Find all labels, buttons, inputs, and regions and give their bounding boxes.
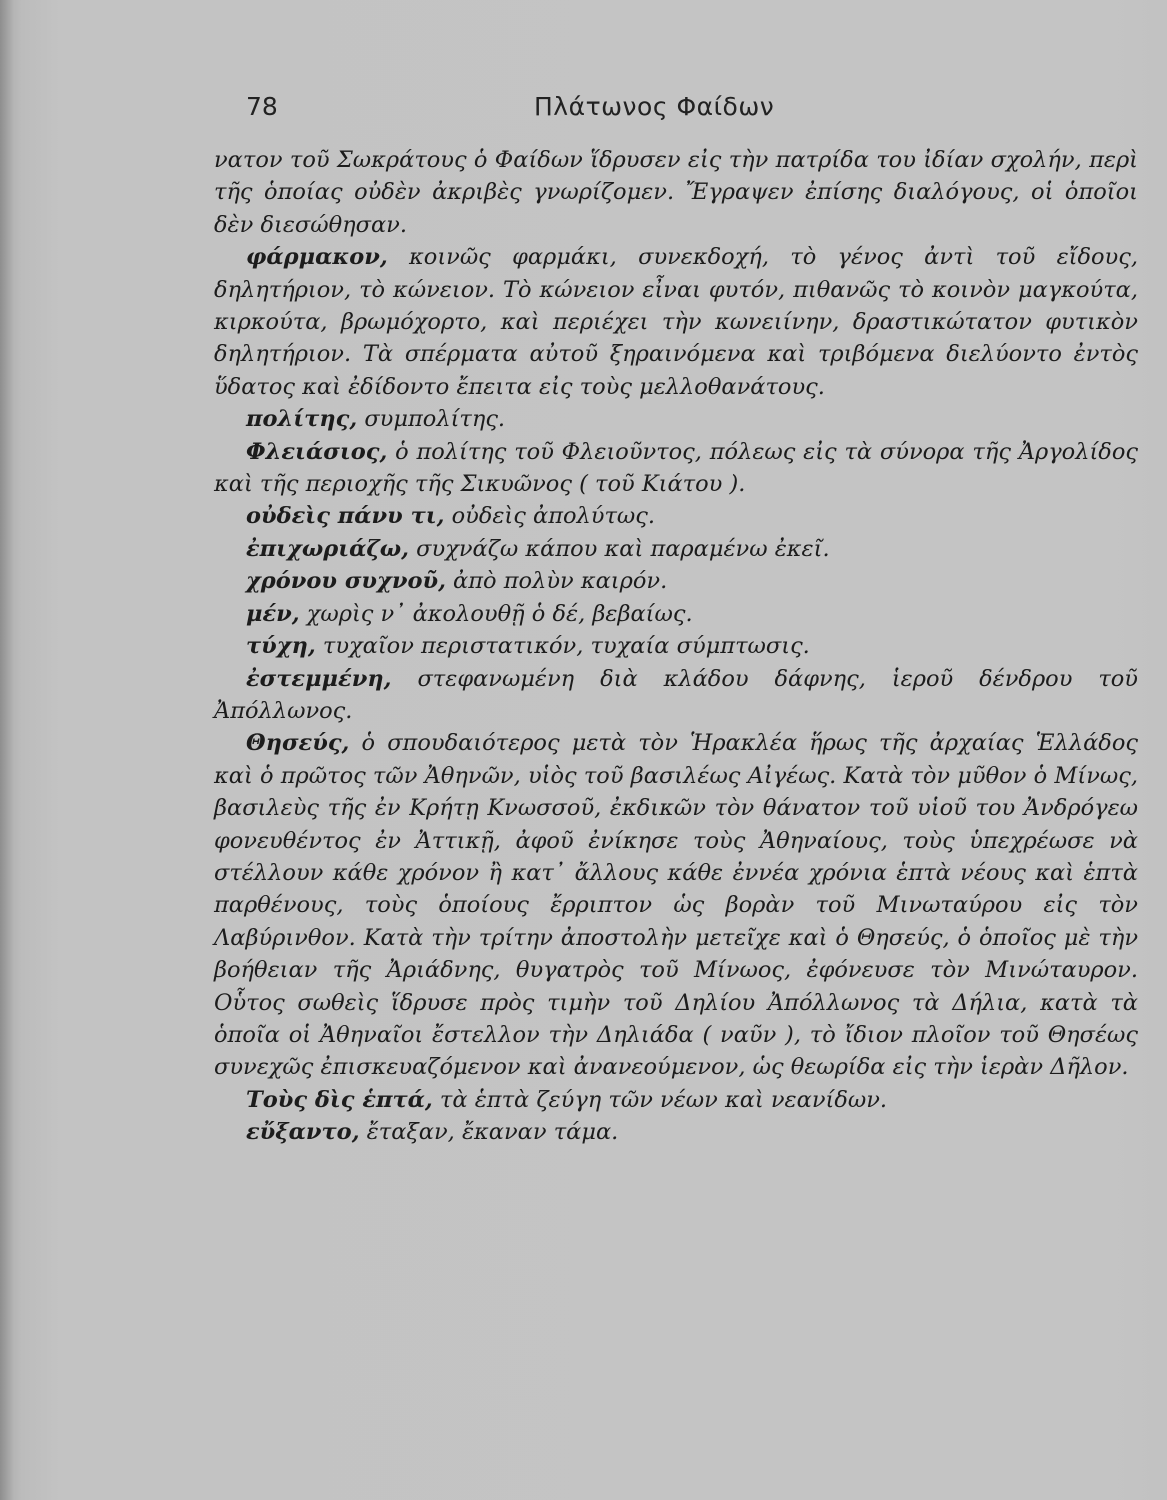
entry-term: Φλειάσιος, [246, 438, 388, 465]
entry-term: ἐπιχωριάζω, [246, 535, 410, 562]
entry-term: τύχη, [246, 633, 316, 660]
entry-term: εὔξαντο, [246, 1119, 360, 1146]
entry-definition: οὐδεὶς ἀπολύτως. [444, 503, 656, 530]
glossary-entry [214, 500, 1138, 532]
entry-definition: τὰ ἑπτὰ ζεύγη τῶν νέων καὶ νεανίδων. [432, 1086, 888, 1113]
entry-definition: ἔταξαν, ἔκαναν τάμα. [359, 1119, 619, 1146]
entry-definition: συχνάζω κάπου καὶ παραμένω ἐκεῖ. [409, 535, 830, 562]
entry-term: μέν, [246, 600, 300, 627]
entry-definition: συμπολίτης. [357, 406, 506, 433]
entry-term: Θησεύς, [246, 730, 350, 757]
glossary-entry [214, 727, 1138, 1083]
page-binding-edge [0, 0, 14, 1500]
entry-term: οὐδεὶς πάνυ τι, [246, 503, 445, 530]
entry-term: φάρμακον, [246, 244, 388, 271]
entry-term: Τοὺς δὶς ἑπτά, [246, 1086, 433, 1113]
book-title: Πλάτωνος Φαίδων [534, 92, 775, 121]
commentary-text [214, 144, 1138, 1149]
glossary-entry [214, 663, 1138, 728]
entry-definition: νατον τοῦ Σωκράτους ὁ Φαίδων ἵδρυσεν εἰς τὴν πατρίδα του ἰδίαν σχολήν, περὶ τῆς ὁποίας οὐδὲν ἀκριβὲς γνωρίζομεν. Ἔγραψεν ἐπίσης διαλόγους, οἱ ὁποῖοι δὲν διεσώθησαν. [214, 147, 1138, 238]
glossary-entry [214, 533, 1138, 565]
glossary-entry [214, 598, 1138, 630]
entry-definition: ὁ πολίτης τοῦ Φλειοῦντος, πόλεως εἰς τὰ σύνορα τῆς Ἀργολίδος καὶ τῆς περιοχῆς τῆς Σικυῶνος ( τοῦ Κιάτου ). [214, 438, 1138, 498]
continuation-paragraph [214, 144, 1138, 241]
glossary-entry [214, 1084, 1138, 1116]
entry-term: πολίτης, [246, 406, 358, 433]
entry-term: ἐστεμμένη, [246, 665, 392, 692]
entry-definition: ὁ σπουδαιότερος μετὰ τὸν Ἡρακλέα ἥρως τῆς ἀρχαίας Ἑλλάδος καὶ ὁ πρῶτος τῶν Ἀθηνῶν, υἱὸς τοῦ βασιλέως Αἰγέως. Κατὰ τὸν μῦθον ὁ Μίνως, βασιλεὺς τῆς ἐν Κρήτῃ Κνωσσοῦ, ἐκδικῶν τὸν θάνατον τοῦ υἱοῦ του Ἀνδρόγεω φονευθέντος ἐν Ἀττικῇ, ἀφοῦ ἐνίκησε τοὺς Ἀθηναίους, τοὺς ὑπεχρέωσε νὰ στέλλουν κάθε χρόνον ἢ κατ᾿ ἄλλους κάθε ἐννέα χρόνια ἑπτὰ νέους καὶ ἑπτὰ παρθένους, τοὺς ὁποίους ἔρριπτον ὡς βορὰν τοῦ Μινωταύρου εἰς τὸν Λαβύρινθον. Κατὰ τὴν τρίτην ἀποστολὴν μετεῖχε καὶ ὁ Θησεύς, ὁ ὁποῖος μὲ τὴν βοήθειαν τῆς Ἀριάδνης, θυγατρὸς τοῦ Μίνωος, ἐφόνευσε τὸν Μινώταυρον. Οὗτος σωθεὶς ἵδρυσε πρὸς τιμὴν τοῦ Δηλίου Ἀπόλλωνος τὰ Δήλια, κατὰ τὰ ὁποῖα οἱ Ἀθηναῖοι ἔστελλον τὴν Δηλιάδα ( ναῦν ), τὸ ἴδιον πλοῖον τοῦ Θησέως συνεχῶς ἐπισκευαζόμενον καὶ ἀνανεούμενον, ὡς θεωρίδα εἰς τὴν ἱερὰν Δῆλον. [214, 730, 1138, 1081]
entry-definition: χωρὶς ν᾿ ἀκολουθῇ ὁ δέ, βεβαίως. [299, 600, 693, 627]
glossary-entry [214, 565, 1138, 597]
glossary-entry [214, 630, 1138, 662]
running-head [246, 92, 1136, 126]
entry-definition: κοινῶς φαρμάκι, συνεκδοχή, τὸ γένος ἀντὶ τοῦ εἴδους, δηλητήριον, τὸ κώνειον. Τὸ κώνειον εἶναι φυτόν, πιθανῶς τὸ κοινὸν μαγκούτα, κιρκούτα, βρωμόχορτο, καὶ περιέχει τὴν κωνειίνην, δραστικώτατον φυτικὸν δηλητήριον. Τὰ σπέρματα αὐτοῦ ξηραινόμενα καὶ τριβόμενα διελύοντο ἐντὸς ὕδατος καὶ ἐδίδοντο ἔπειτα εἰς τοὺς μελλοθανάτους. [214, 244, 1138, 400]
glossary-entry [214, 403, 1138, 435]
glossary-entry [214, 1116, 1138, 1148]
entry-definition: τυχαῖον περιστατικόν, τυχαία σύμπτωσις. [315, 633, 810, 660]
page-number: 78 [246, 92, 278, 121]
glossary-entry [214, 436, 1138, 501]
entry-term: χρόνου συχνοῦ, [246, 568, 446, 595]
entry-definition: ἀπὸ πολὺν καιρόν. [445, 568, 668, 595]
entry-definition: στεφανωμένη διὰ κλάδου δάφνης, ἱεροῦ δένδρου τοῦ Ἀπόλλωνος. [214, 665, 1138, 724]
glossary-entry [214, 241, 1138, 403]
